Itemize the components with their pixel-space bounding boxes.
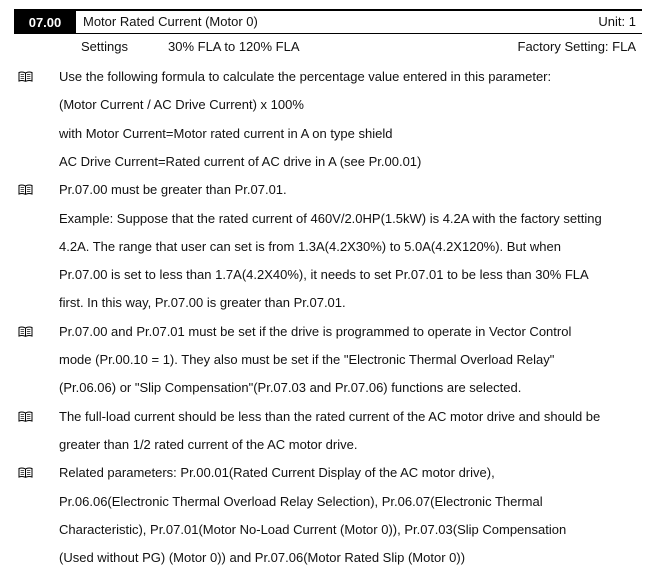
note-line: (Pr.06.06) or "Slip Compensation"(Pr.07.03 and Pr.07.06) functions are selected. [59, 380, 522, 396]
note-line: Pr.07.00 is set to less than 1.7A(4.2X40%), it needs to set Pr.07.01 to be less than 30% FLA [59, 267, 589, 283]
note-line: Use the following formula to calculate the percentage value entered in this parameter: [59, 69, 552, 84]
note-line: AC Drive Current=Rated current of AC drive in A (see Pr.00.01) [59, 153, 422, 169]
book-note-icon [18, 467, 33, 478]
note-line: (Motor Current / AC Drive Current) x 100% [59, 97, 304, 113]
note-line: greater than 1/2 rated current of the AC motor drive. [59, 436, 358, 452]
factory-setting: Factory Setting: FLA [517, 39, 636, 54]
note-line: (Used without PG) (Motor 0)) and Pr.07.06(Motor Rated Slip (Motor 0)) [59, 550, 466, 566]
book-note-icon [18, 71, 33, 82]
parameter-name: Motor Rated Current (Motor 0) [83, 14, 258, 29]
note-line: first. In this way, Pr.07.00 is greater than Pr.07.01. [59, 295, 346, 311]
note-line: Related parameters: Pr.00.01(Rated Current Display of the AC motor drive), [59, 465, 495, 481]
note-line: Pr.07.00 and Pr.07.01 must be set if the drive is programmed to operate in Vector Control [59, 323, 572, 339]
note-line: Pr.07.00 must be greater than Pr.07.01. [59, 182, 287, 198]
book-note-icon [18, 411, 33, 422]
note-line: with Motor Current=Motor rated current in A on type shield [59, 125, 393, 141]
settings-label: Settings [81, 39, 128, 54]
parameter-header [14, 9, 642, 34]
note-line: Pr.06.06(Electronic Thermal Overload Relay Selection), Pr.06.07(Electronic Thermal [59, 493, 543, 509]
book-note-icon [18, 184, 33, 195]
note-line: Example: Suppose that the rated current of 460V/2.0HP(1.5kW) is 4.2A with the factory setting [59, 210, 602, 226]
parameter-id: 07.00 [14, 11, 76, 33]
parameter-unit: Unit: 1 [598, 14, 636, 29]
book-note-icon [18, 326, 33, 337]
note-line: The full-load current should be less than the rated current of the AC motor drive and should be [59, 408, 601, 424]
settings-row [14, 36, 642, 56]
note-line: mode (Pr.00.10 = 1). They also must be set if the "Electronic Thermal Overload Relay" [59, 352, 555, 367]
note-line: 4.2A. The range that user can set is from 1.3A(4.2X30%) to 5.0A(4.2X120%). But when [59, 238, 561, 254]
note-line: Characteristic), Pr.07.01(Motor No-Load Current (Motor 0)), Pr.07.03(Slip Compensation [59, 521, 567, 537]
settings-range: 30% FLA to 120% FLA [168, 39, 300, 54]
